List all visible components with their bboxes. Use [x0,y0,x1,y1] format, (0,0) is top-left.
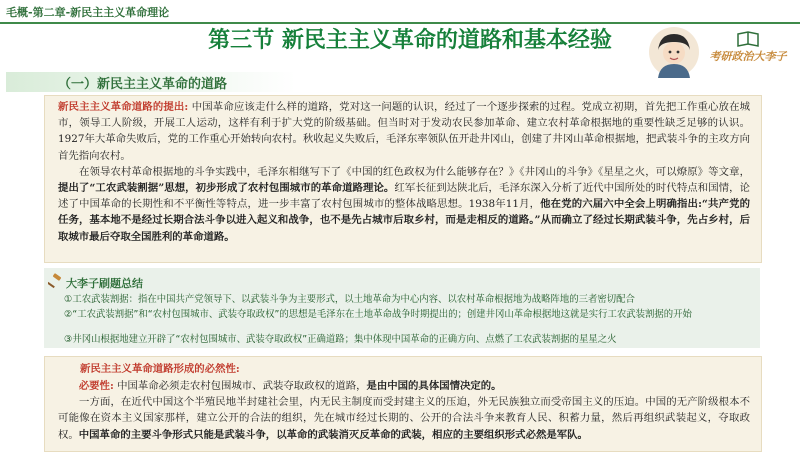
summary-item-2: ②“工农武装割据”和“农村包围城市、武装夺取政权”的思想是毛泽东在土地革命战争时期提出的；创建井冈山革命根据地这就是实行工农武装割据的开始 [64,309,692,320]
necessity-heading: 新民主主义革命道路形成的必然性: [80,363,240,375]
brand-name: 考研政治大李子 [709,50,787,63]
necessity-label: 必要性: [78,380,114,392]
emphasis-armed-separatism: 提出了“工农武装割据”思想，初步形成了农村包围城市的革命道路理论。 [58,182,395,195]
emphasis-national-conditions: 是由中国的具体国情决定的。 [366,380,502,392]
book-icon [736,30,760,48]
paragraph-proposal: 新民主主义革命道路的提出: 中国革命应该走什么样的道路，党对这一问题的认识，经过了一个逐步探索的过程。党成立初期，首先把工作重心放在城市，领导工人阶级，开展工人运动，这样有利于扩大党的阶级基础。但当时对于发动农民参加革命、建立农村革命根据地的重要性缺乏足够的认识。1927年大革命失败后，党的工作重心开始转向农村。秋收起义失败后，毛泽东率领队伍开赴井冈山，创建了井冈山革命根据地，把武装斗争的主攻方向首先指向农村。 在领导农村革命根据地的斗争实践中，毛泽东相继写下了《中国的红色政权为什么能够存在？》《井冈山的斗争》《星星之火，可以燎原》等文章，提出了“工农武装割据”思想，初步形成了农村包围城市的革命道路理论。红军长征到达陕北后，毛泽东深入分析了近代中国所处的时代特点和国情，论述了中国革命的长期性和不平衡性等特点，进一步丰富了农村包围城市的整体战略思想。1938年11月，他在党的六届六中全会上明确指出:“共产党的任务，基本地不是经过长期合法斗争以进入起义和战争，也不是先占城市后取乡村，而是走相反的道路。”从而确立了经过长期武装斗争，先占乡村，后取城市最后夺取全国胜利的革命道路。 [58,101,751,243]
summary-item-1: ①工农武装割据：指在中国共产党领导下、以武装斗争为主要形式，以土地革命为中心内容、以农村革命根据地为战略阵地的三者密切配合 [64,294,635,305]
emphasis-armed-struggle: 中国革命的主要斗争形式只能是武装斗争，以革命的武装消灭反革命的武装，相应的主要组织形式必然是军队。 [78,428,588,441]
section-title: （一）新民主主义革命的道路 [58,77,228,92]
summary-heading: 大李子刷题总结 [66,277,143,290]
summary-item-3: ③井冈山根据地建立开辟了“农村包围城市、武装夺取政权”正确道路；集中体现中国革命的正确方向、点燃了工农武装割据的星星之火 [64,334,617,345]
page-title: 第三节 新民主主义革命的道路和基本经验 [208,28,612,53]
gavel-icon [48,273,64,289]
keyword-proposal: 新民主主义革命道路的提出: [58,101,189,113]
header-divider [0,22,800,24]
breadcrumb: 毛概-第二章-新民主主义革命理论 [6,6,170,19]
emphasis-sixth-plenum: 他在党的六届六中全会上明确指出:“共产党的任务，基本地不是经过长期合法斗争以进入起义和战争，也不是先占城市后取乡村，而是走相反的道路。”从而确立了经过长期武装斗争，先占乡村，后取城市最后夺取全国胜利的革命道路。 [58,198,750,243]
paragraph-necessity: 必要性: 中国革命必须走农村包围城市、武装夺取政权的道路，是由中国的具体国情决定的。 一方面，在近代中国这个半殖民地半封建社会里，内无民主制度而受封建主义的压迫，外无民族独立而受帝国主义的压迫。中国的无产阶级根本不可能像在资本主义国家那样，建立公开的合法的组织，先在城市经过长期的、公开的合法斗争来教育人民、积蓄力量，然后再组织武装起义，夺取政权。中国革命的主要斗争形式只能是武装斗争，以革命的武装消灭反革命的武装，相应的主要组织形式必然是军队。 [58,380,751,441]
brand-logo [700,30,796,64]
avatar-icon [648,26,700,78]
